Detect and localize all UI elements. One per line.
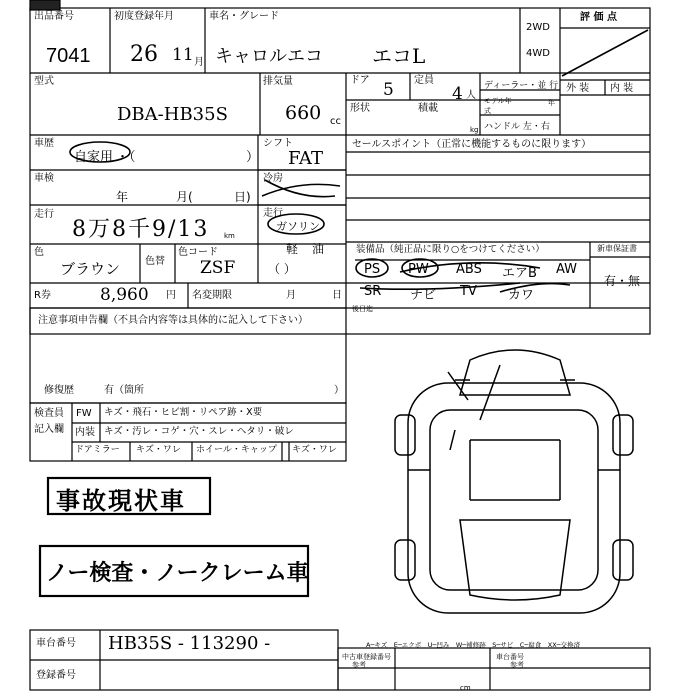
repair-close: ） [334, 385, 344, 396]
color-code-label: 色コード [178, 247, 218, 258]
meigi-day: 日 [332, 290, 342, 301]
equip-abs: ABS [456, 262, 482, 277]
recycle-value: 8,960 [100, 285, 149, 305]
inspection-label: 車検 [34, 173, 54, 184]
inspection-year-unit: 年 [116, 190, 129, 204]
model-year-unit: 年 [548, 99, 555, 107]
wheel-text: キズ・ワレ [292, 445, 337, 455]
displacement-value: 660 [285, 102, 322, 124]
inspector-label-2: 記入欄 [34, 424, 64, 435]
equip-aw: AW [556, 262, 578, 277]
reg-label: 登録番号 [36, 670, 76, 681]
equip-navi: ナビ [410, 288, 437, 303]
after-label: 後日迄 [352, 305, 373, 313]
first-reg-year: 26 [130, 42, 158, 67]
notes-label: 注意事項申告欄（不具合内容等は具体的に記入して下さい） [38, 315, 308, 326]
tax-value: 有・無 [604, 274, 641, 288]
repair-value: 有（箇所 [104, 385, 144, 396]
color-label: 色 [34, 247, 44, 258]
inspection-month-unit: 月( [176, 190, 193, 204]
equip-sr: SR [364, 284, 382, 299]
model-name: キャロルエコ [215, 46, 323, 67]
capacity-unit: 人 [466, 90, 476, 101]
fuel-light: 軽 [286, 242, 299, 256]
first-reg-unit: 月 [194, 57, 204, 68]
equip-leather: カワ [508, 288, 535, 303]
wheel-label: ホイール・キャップ [196, 445, 277, 455]
history-label: 車歴 [34, 138, 54, 149]
door-value: 5 [383, 80, 394, 100]
equipment-label: 装備品（純正品に限り○をつけてください） [356, 244, 545, 255]
history-close: ） [246, 150, 260, 165]
inspection-day-unit: 日) [234, 190, 251, 204]
fuel-value: ガソリン [276, 220, 320, 233]
naiso-label: 内装 [75, 427, 95, 438]
cooler-label: 冷房 [263, 173, 283, 184]
color-code-value: ZSF [200, 258, 236, 278]
drive-4wd: 4WD [526, 48, 550, 59]
fuel-paren: （ ） [268, 262, 296, 276]
footer-m1: 中古車登録番号 [342, 653, 391, 661]
shift-value: FAT [288, 148, 323, 169]
name-label: 車名・グレード [209, 11, 279, 22]
inspector-label-1: 検査員 [34, 408, 64, 419]
first-reg-label: 初度登録年月 [114, 11, 174, 22]
footer-ref1: 参考 [352, 661, 366, 669]
fw-label: FW [76, 408, 92, 419]
model-year-label: モデル年式 [484, 97, 512, 115]
mileage-unit: km [224, 232, 235, 240]
capacity-label: 定員 [414, 75, 434, 86]
first-reg-month: 11 [172, 45, 194, 65]
load-unit: kg [470, 126, 479, 134]
mileage-label: 走行 [34, 209, 54, 220]
meigi-label: 名変期限 [192, 290, 232, 301]
chassis-value: HB35S - 113290 - [108, 633, 271, 654]
footer-ref2: 参考 [510, 661, 524, 669]
footer-m2: 車台番号 [496, 653, 524, 661]
footer-cm: cm [460, 684, 471, 692]
stamp-no-claim: ノー検査・ノークレーム車 [46, 560, 309, 586]
score-label: 評 価 点 [580, 12, 617, 23]
lot-number: 7041 [46, 45, 91, 67]
chassis-label: 車台番号 [36, 638, 76, 649]
recycle-unit: 円 [166, 290, 176, 301]
door-label: ドア [350, 75, 370, 86]
displacement-unit: cc [330, 116, 341, 127]
fuel-label: 走行 [263, 208, 283, 219]
tax-label: 新車保証書 [597, 244, 637, 253]
history-rest: ・（ [116, 150, 136, 165]
interior-label: 内 装 [610, 83, 634, 94]
car-diagram [395, 350, 633, 613]
repair-label: 修復歴 [44, 385, 74, 396]
recycle-label: R券 [34, 290, 51, 301]
dealer-label: ディーラー・並 行 [484, 81, 559, 91]
meigi-month: 月 [286, 290, 296, 301]
mileage-value: 8万8千9/13 [72, 217, 210, 242]
naiso-text: キズ・汚レ・コゲ・穴・スレ・ヘタリ・破レ [104, 426, 294, 437]
sales-label: セールスポイント（正常に機能するものに限ります） [352, 139, 592, 150]
equip-pw: PW [408, 262, 429, 277]
exterior-label: 外 装 [566, 83, 590, 94]
color-value: ブラウン [60, 260, 121, 278]
mirror-text: キズ・ワレ [136, 445, 181, 455]
drive-2wd: 2WD [526, 22, 550, 33]
lot-label: 出品番号 [34, 11, 74, 22]
shift-label: シフト [263, 138, 293, 149]
mirror-label: ドアミラー [75, 445, 120, 455]
color-change-label: 色替 [145, 256, 165, 267]
load-label: 積載 [418, 103, 438, 114]
equip-airbag: エアB [502, 266, 537, 281]
type-code: DBA-HB35S [117, 104, 228, 125]
displacement-label: 排気量 [263, 76, 293, 87]
history-prefix: 自家用 [74, 150, 114, 165]
damage-legend: A─キズ E─エクボ U─凹み W─補修跡 S─サビ C─腐食 XX─交換済 [366, 641, 581, 649]
equip-ps: PS [364, 262, 381, 277]
handle-label: ハンドル 左・右 [484, 122, 550, 132]
shape-label: 形状 [350, 103, 370, 114]
capacity-value: 4 [452, 84, 463, 104]
grade: エコL [372, 44, 426, 68]
fuel-oil: 油 [312, 242, 325, 256]
stamp-accident: 事故現状車 [56, 486, 186, 515]
equip-tv: TV [460, 284, 477, 299]
type-label: 型式 [34, 76, 54, 87]
fw-text: キズ・飛石・ヒビ割・リペア跡・X要 [104, 407, 263, 418]
